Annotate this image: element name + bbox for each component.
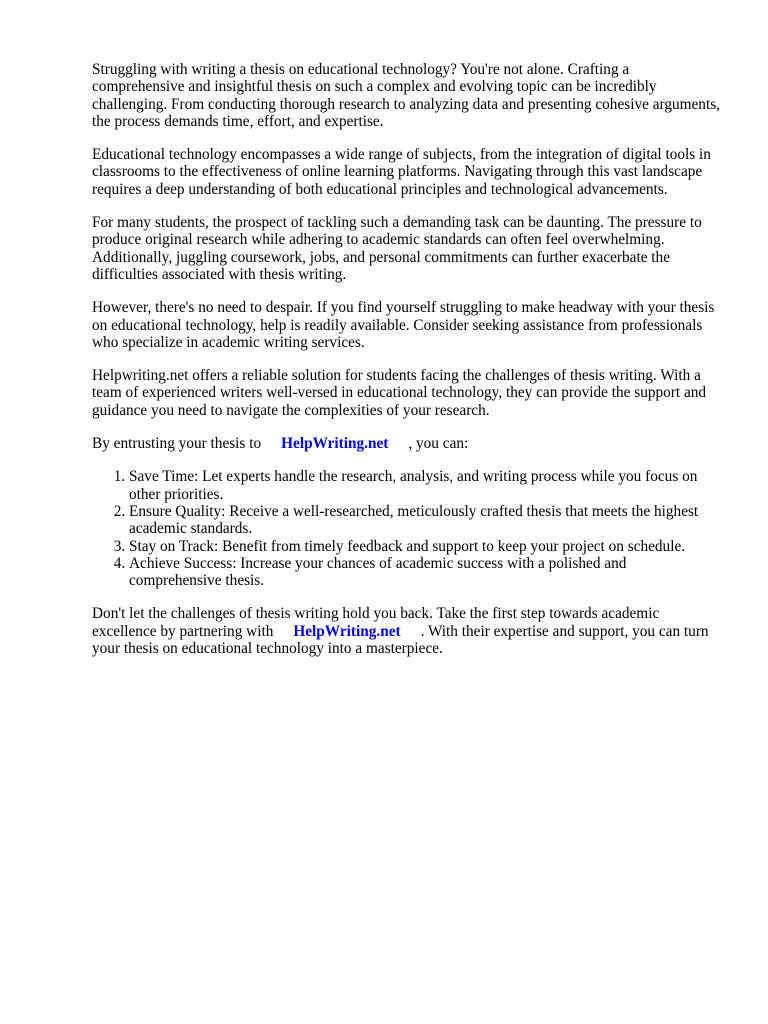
paragraph-help-available: However, there's no need to despair. If you find yourself struggling to make headway with your thesis on educational technology, help is readily available. Consider seeking assistance from professionals who specialize in academic writing services. <box>92 299 715 351</box>
list-item: 3. Stay on Track: Benefit from timely feedback and support to keep your project on schedule. <box>129 538 722 555</box>
closing-text: Don't let the challenges of thesis writing hold you back. Take the first step towards academic excellence by partnering with <box>92 605 660 640</box>
benefits-intro-text: By entrusting your thesis to <box>92 435 262 453</box>
benefits-intro <box>92 435 722 452</box>
document-body <box>92 61 722 673</box>
helpwriting-link[interactable]: HelpWriting.net <box>281 435 389 453</box>
list-item: 4. Achieve Success: Increase your chances of academic success with a polished and comprehensive thesis. <box>129 555 722 590</box>
paragraph-intro: Struggling with writing a thesis on educational technology? You're not alone. Crafting a comprehensive and insightful thesis on such a complex and evolving topic can be incredibly challenging. From conducting thorough research to analyzing data and presenting cohesive arguments, the process demands time, effort, and expertise. <box>92 61 720 130</box>
paragraph-helpwriting-offer: Helpwriting.net offers a reliable solution for students facing the challenges of thesis writing. With a team of experienced writers well-versed in educational technology, they can provide the support and guidance you need to navigate the complexities of your research. <box>92 367 707 419</box>
helpwriting-link-closing[interactable]: HelpWriting.net <box>293 622 401 640</box>
closing-suffix: . With their expertise and support, you can turn your thesis on educational technology into a masterpiece. <box>92 622 709 658</box>
benefits-intro-suffix: , you can: <box>408 435 469 453</box>
benefits-list <box>92 468 722 589</box>
closing-paragraph <box>92 605 722 657</box>
paragraph-student-challenges: For many students, the prospect of tackling such a demanding task can be daunting. The pressure to produce original research while adhering to academic standards can often feel overwhelming. Additionally, juggling coursework, jobs, and personal commitments can further exacerbate the difficulties associated with thesis writing. <box>92 214 702 283</box>
paragraph-edtech-scope: Educational technology encompasses a wide range of subjects, from the integration of digital tools in classrooms to the effectiveness of online learning platforms. Navigating through this vast landscape requires a deep understanding of both educational principles and technological advancements. <box>92 146 711 198</box>
list-item: 1. Save Time: Let experts handle the research, analysis, and writing process while you focus on other priorities. <box>129 468 722 503</box>
list-item: 2. Ensure Quality: Receive a well-researched, meticulously crafted thesis that meets the highest academic standards. <box>129 503 722 538</box>
